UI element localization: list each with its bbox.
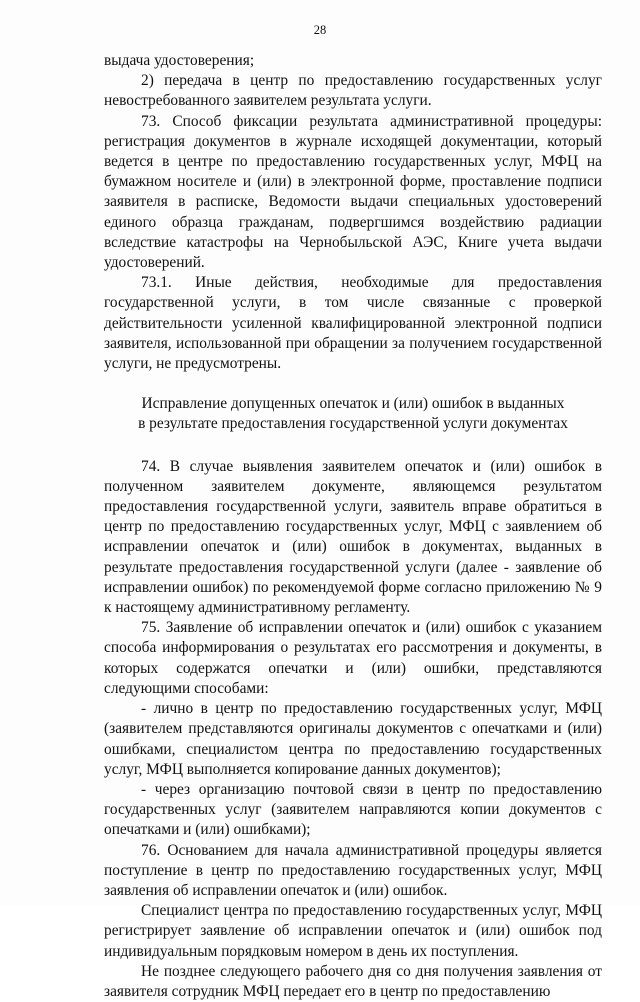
section-heading [104, 394, 602, 434]
document-body [104, 51, 602, 1002]
list-item-by-post: - через организацию почтовой связи в центр по предоставлению государственных услуг (заявителем направляются копии документов с опечатками и (или) ошибками); [104, 780, 602, 839]
paragraph-73: 73. Способ фиксации результата административной процедуры: регистрация документов в журнале исходящей документации, который ведется в центре по предоставлению государственных услуг, МФЦ на бумажном носителе и (или) в электронной форме, проставление подписи заявителя в расписке, Ведомости выдачи специальных удостоверений единого образца гражданам, подвергшимся воздействию радиации вследствие катастрофы на Чернобыльской АЭС, Книге учета выдачи удостоверений. [104, 112, 602, 272]
paragraph-76: 76. Основанием для начала административной процедуры является поступление в центр по предоставлению государственных услуг, МФЦ заявления об исправлении опечаток и (или) ошибок. [104, 841, 602, 899]
paragraph-73-1: 73.1. Иные действия, необходимые для предоставления государственной услуги, в том числе связанные с проверкой действительности усиленной квалифицированной электронной подписи заявителя, использованной при обращении за получением государственной услуги, не предусмотрены. [104, 274, 602, 373]
paragraph-registration: Специалист центра по предоставлению государственных услуг, МФЦ регистрирует заявление об исправлении опечаток и (или) ошибок под индивидуальным порядковым номером в день их поступления. [104, 902, 602, 960]
section-heading-line-1: Исправление допущенных опечаток и (или) ошибок в выданных [141, 395, 565, 413]
paragraph-item-2-transfer: 2) передача в центр по предоставлению государственных услуг невостребованного заявителем результата услуги. [104, 72, 602, 110]
list-item-in-person: - лично в центр по предоставлению государственных услуг, МФЦ (заявителем представляются оригиналы документов с опечатками и (или) ошибками, специалистом центра по предоставлению государственных услуг, МФЦ выполняется копирование данных документов); [104, 700, 602, 778]
section-heading-line-2: в результате предоставления государственной услуги документах [138, 415, 568, 433]
page-number: 28 [313, 23, 327, 37]
paragraph-74: 74. В случае выявления заявителем опечаток и (или) ошибок в полученном заявителем документе, являющемся результатом предоставления государственной услуги, заявитель вправе обратиться в центр по предоставлению государственных услуг, МФЦ с заявлением об исправлении опечаток и (или) ошибок в документах, выданных в результате предоставления государственной услуги (далее - заявление об исправлении ошибок) по рекомендуемой форме согласно приложению № 9 к настоящему административному регламенту. [104, 457, 602, 617]
paragraph-75: 75. Заявление об исправлении опечаток и (или) ошибок с указанием способа информирования о результатах его рассмотрения и документы, в которых содержатся опечатки и (или) ошибки, представляются следующими способами: [104, 619, 602, 697]
paragraph-next-working-day: Не позднее следующего рабочего дня со дня получения заявления от заявителя сотрудник МФЦ передает его в центр по предоставлению [104, 962, 602, 1000]
paragraph-issuance-of-certificate: выдача удостоверения; [104, 52, 255, 69]
